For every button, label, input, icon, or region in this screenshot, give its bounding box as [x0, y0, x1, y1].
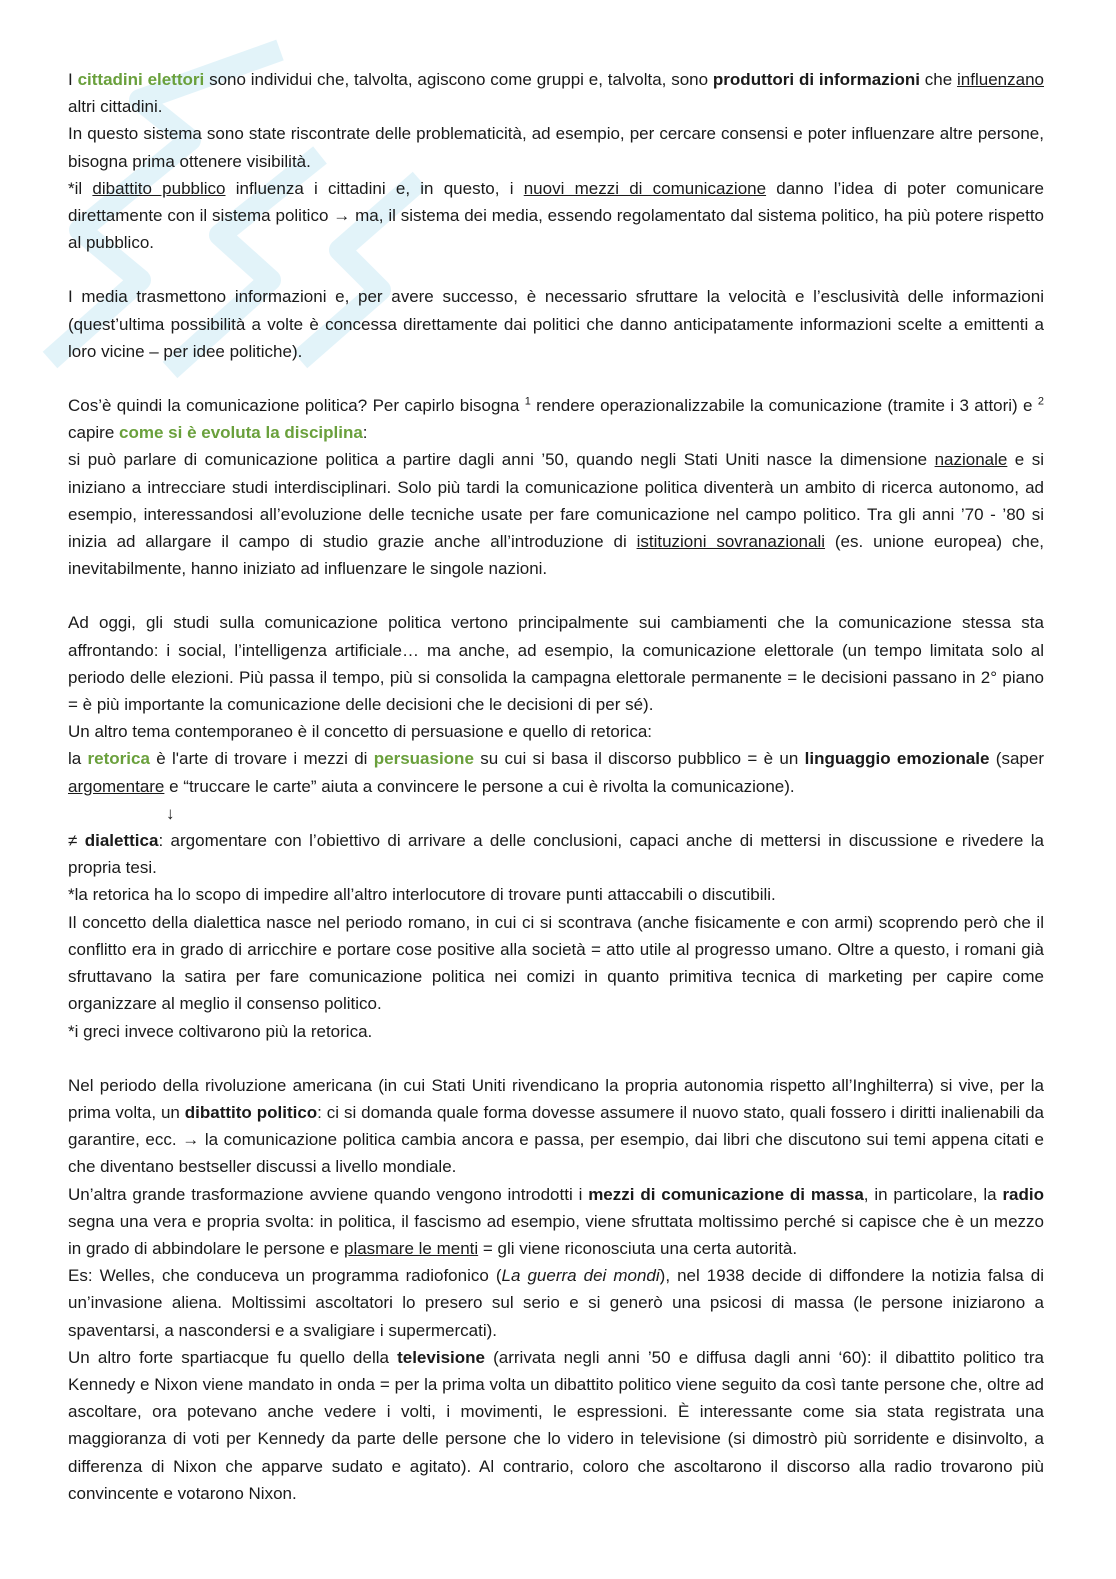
- paragraph-rivoluzione-americana: Nel periodo della rivoluzione americana (in cui Stati Uniti rivendicano la propria autonomia rispetto all’Inghilterra) si vive, per la prima volta, un dibattito politico: ci si domanda quale forma dovesse assumere il nuovo stato, quali fossero i diritti inalienabili da garantire, ecc. → la comunicazione politica cambia ancora e passa, per esempio, dai libri che discutono sui temi appena citati e che diventano bestseller discussi a livello mondiale.: [68, 1075, 1044, 1177]
- highlight-evoluta-disciplina: come si è evoluta la disciplina: [119, 423, 363, 443]
- bold-mezzi-comunicazione-massa: mezzi di comunicazione di massa: [588, 1184, 864, 1204]
- paragraph-problematicita: In questo sistema sono state riscontrate delle problematicità, ad esempio, per cercare consensi e poter influenzare altre persone, bisogna prima ottenere visibilità.: [68, 124, 1044, 171]
- paragraph-retorica: la retorica è l'arte di trovare i mezzi di persuasione su cui si basa il discorso pubblico = è un linguaggio emozionale (saper argomentare e “truccare le carte” aiuta a convincere le persone a cui è rivolta la comunicazione).: [68, 749, 1044, 796]
- paragraph-spacer: [68, 365, 1044, 392]
- paragraph-cittadini-elettori: I cittadini elettori sono individui che, talvolta, agiscono come gruppi e, talvolta, sono produttori di informazioni che influenzano altri cittadini.: [68, 70, 1044, 117]
- underlined-nazionale: nazionale: [934, 450, 1008, 470]
- bold-dibattito-politico: dibattito politico: [184, 1102, 318, 1122]
- highlight-persuasione: persuasione: [373, 749, 474, 769]
- bold-produttori-informazioni: produttori di informazioni: [712, 70, 920, 89]
- underlined-influenzano: influenzano: [957, 70, 1044, 89]
- paragraph-televisione: Un altro forte spartiacque fu quello della televisione (arrivata negli anni ’50 e diffusa dagli anni ‘60): il dibattito politico tra Kennedy e Nixon viene mandato in onda = per la prima volta un dibattito politico viene seguito da così tante persone che, oltre ad ascoltare, ora potevano anche vedere i volti, i movimenti, le espressioni. È interessante come sia stata registrata una maggioranza di voti per Kennedy da parte delle persone che lo videro in televisione (si dimostrò più sorridente e disinvolto, a differenza di Nixon che apparve sudato e agitato). Al contrario, coloro che ascoltarono il discorso alla radio trovarono più convincente e votarono Nixon.: [68, 1347, 1044, 1503]
- underlined-plasmare-menti: plasmare le menti: [343, 1238, 479, 1258]
- bold-televisione: televisione: [397, 1347, 485, 1367]
- down-arrow-icon: ↓: [166, 803, 175, 823]
- paragraph-spacer: [68, 582, 1044, 609]
- paragraph-mezzi-di-massa: Un’altra grande trasformazione avviene quando vengono introdotti i mezzi di comunicazione di massa, in particolare, la radio segna una vera e propria svolta: in politica, il fascismo ad esempio, viene sfruttata moltissimo perché si capisce che è un mezzo in grado di abbindolare le persone e plasmare le menti = gli viene riconosciuta una certa autorità.: [68, 1184, 1044, 1258]
- paragraph-dibattito-pubblico: *il dibattito pubblico influenza i cittadini e, in questo, i nuovi mezzi di comunicazione danno l’idea di poter comunicare direttamente con il sistema politico → ma, il sistema dei media, essendo regolamentato dal sistema politico, ha più potere rispetto al pubblico.: [68, 178, 1045, 253]
- italic-guerra-dei-mondi: La guerra dei mondi: [501, 1266, 660, 1286]
- document-page: [68, 66, 1044, 1507]
- paragraph-tema-contemporaneo: Un altro tema contemporaneo è il concetto di persuasione e quello di retorica:: [68, 722, 653, 742]
- bold-radio: radio: [1002, 1184, 1044, 1204]
- paragraph-spacer: [68, 1045, 1044, 1072]
- underlined-dibattito-pubblico: dibattito pubblico: [92, 178, 226, 198]
- highlight-cittadini-elettori: cittadini elettori: [77, 70, 205, 89]
- footnote-marker: 2: [1037, 395, 1044, 408]
- underlined-istituzioni-sovranazionali: istituzioni sovranazionali: [636, 532, 826, 552]
- bold-linguaggio-emozionale: linguaggio emozionale: [804, 749, 990, 769]
- highlight-retorica: retorica: [87, 749, 150, 769]
- underlined-argomentare: argomentare: [68, 776, 165, 796]
- footnote-marker: 1: [524, 395, 531, 408]
- paragraph-anni-50: si può parlare di comunicazione politica a partire dagli anni ’50, quando negli Stati Uniti nasce la dimensione nazionale e si iniziano a intrecciare studi interdisciplinari. Solo più tardi la comunicazione politica diventerà un ambito di ricerca autonomo, ad esempio, interessandosi all’evoluzione delle tecniche usate per fare comunicazione nel campo politico. Tra gli anni ’70 - ’80 si inizia ad allargare il campo di studio grazie anche all’introduzione di istituzioni sovranazionali (es. unione europea) che, inevitabilmente, hanno iniziato ad influenzare le singole nazioni.: [68, 450, 1044, 579]
- paragraph-ad-oggi: Ad oggi, gli studi sulla comunicazione politica vertono principalmente sui cambiamenti che la comunicazione stessa sta affrontando: i social, l’intelligenza artificiale… ma anche, ad esempio, la comunicazione elettorale (un tempo limitata solo al periodo delle elezioni. Più passa il tempo, più si consolida la campagna elettorale permanente = le decisioni passano in 2° piano = è più importante la comunicazione delle decisioni che le decisioni di per sé).: [68, 613, 1044, 715]
- paragraph-dialettica: ≠ dialettica: argomentare con l’obiettivo di arrivare a delle conclusioni, capaci anche di mettersi in discussione e rivedere la propria tesi.: [68, 831, 1044, 878]
- paragraph-retorica-scopo: *la retorica ha lo scopo di impedire all’altro interlocutore di trovare punti attaccabili o discutibili.: [68, 885, 776, 905]
- bold-dialettica: dialettica: [84, 831, 159, 851]
- paragraph-spacer: [68, 256, 1044, 283]
- paragraph-cos-e: Cos’è quindi la comunicazione politica? Per capirlo bisogna $^1$ rendere operazionalizzabile la comunicazione (tramite i 3 attori) e $^2$ capire come si è evoluta la disciplina:: [68, 395, 1044, 443]
- paragraph-greci: *i greci invece coltivarono più la retorica.: [68, 1021, 373, 1041]
- paragraph-periodo-romano: Il concetto della dialettica nasce nel periodo romano, in cui ci si scontrava (anche fisicamente e con armi) scoprendo però che il conflitto era in grado di arricchire e portare cose positive alla società = atto utile al progresso umano. Oltre a questo, i romani già sfruttavano la satira per fare comunicazione politica nei comizi in quanto primitiva tecnica di marketing per capire come organizzare al meglio il consenso politico.: [68, 912, 1044, 1014]
- underlined-nuovi-mezzi: nuovi mezzi di comunicazione: [523, 178, 767, 198]
- paragraph-media: I media trasmettono informazioni e, per avere successo, è necessario sfruttare la velocità e l’esclusività delle informazioni (quest’ultima possibilità a volte è concessa direttamente dai politici che danno anticipatamente informazioni scelte a emittenti a loro vicine – per idee politiche).: [68, 287, 1044, 361]
- paragraph-welles: Es: Welles, che conduceva un programma radiofonico (La guerra dei mondi), nel 1938 decide di diffondere la notizia falsa di un’invasione aliena. Moltissimi ascoltatori lo presero sul serio e si generò una psicosi di massa (le persone iniziarono a spaventarsi, a nascondersi e a svaligiare i supermercati).: [68, 1266, 1044, 1340]
